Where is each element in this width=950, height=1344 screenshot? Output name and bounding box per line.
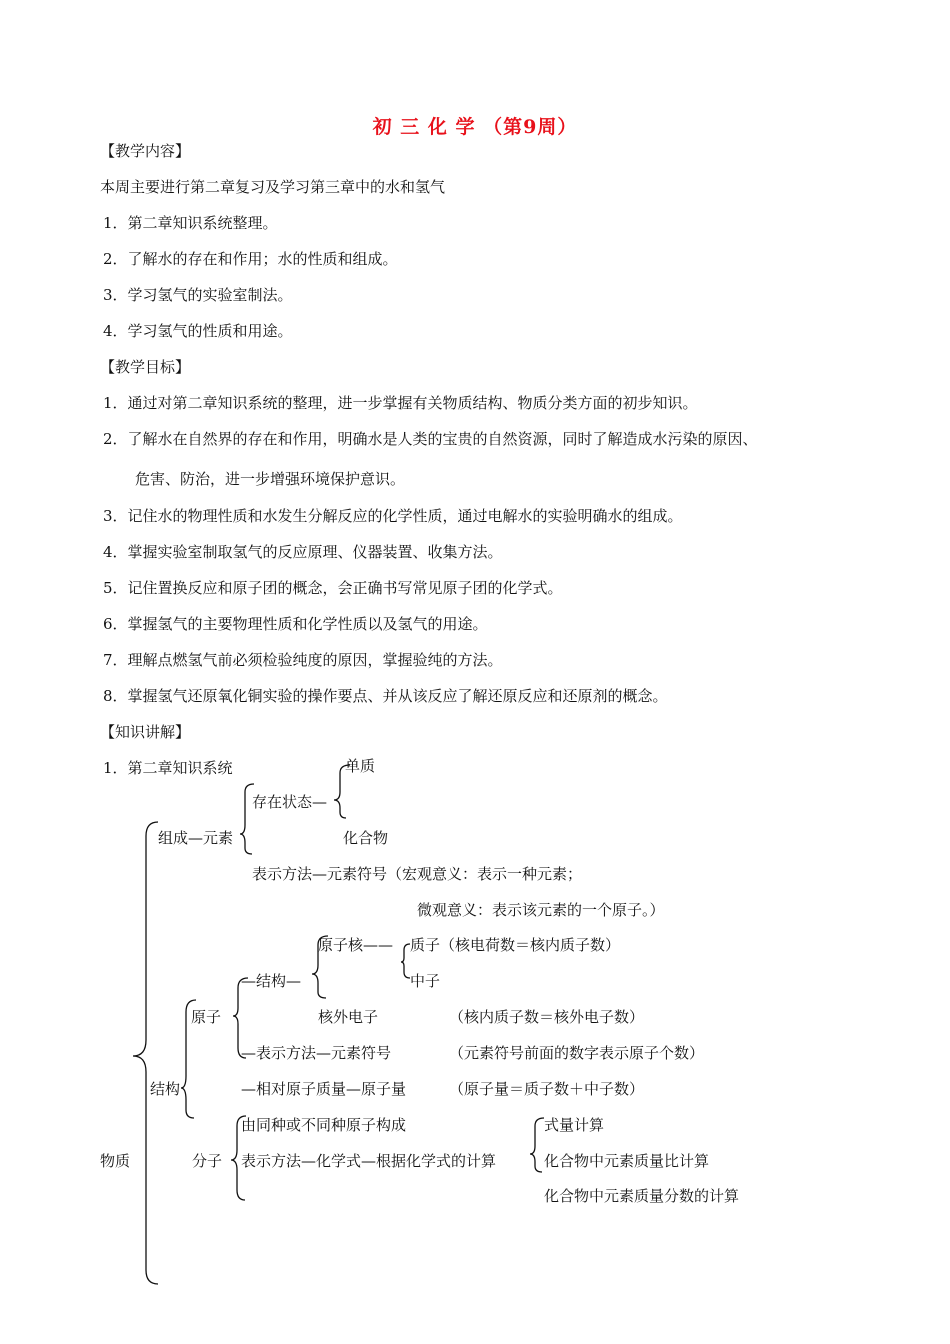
node-biaoshi-yuanzi: —表示方法—元素符号 [241, 1044, 392, 1062]
brace-wuzhi [133, 822, 158, 1284]
node-xiangdui-note: （原子量＝质子数＋中子数） [449, 1080, 645, 1098]
goal-item: 3．记住水的物理性质和水发生分解反应的化学性质，通过电解水的实验明确水的组成。 [103, 507, 683, 525]
goal-item-continuation: 危害、防治，进一步增强环境保护意识。 [135, 470, 406, 488]
goal-item: 7．理解点燃氢气前必须检验纯度的原因，掌握验纯的方法。 [103, 651, 503, 669]
content-item: 4．学习氢气的性质和用途。 [103, 322, 293, 340]
node-biaoshi-yuansu: 表示方法—元素符号（宏观意义：表示一种元素； [252, 865, 583, 883]
brace-zhizi [401, 944, 410, 978]
content-item: 1．第二章知识系统整理。 [103, 214, 278, 232]
node-weiguan: 微观意义：表示该元素的一个原子。） [417, 901, 665, 919]
goal-item: 5．记住置换反应和原子团的概念，会正确书写常见原子团的化学式。 [103, 579, 563, 597]
node-zhongzi: 中子 [410, 972, 441, 990]
node-zhiliangbi: 化合物中元素质量比计算 [544, 1152, 710, 1170]
node-yuanzihe: 原子核—— [318, 936, 394, 954]
node-yuanzi: 原子 [191, 1008, 222, 1026]
node-xiangdui: —相对原子质量—原子量 [241, 1080, 407, 1098]
goal-item: 8．掌握氢气还原氧化铜实验的操作要点、并从该反应了解还原反应和还原剂的概念。 [103, 687, 668, 705]
section-header-goals: 【教学目标】 [100, 358, 191, 376]
content-intro: 本周主要进行第二章复习及学习第三章中的水和氢气 [100, 178, 446, 196]
node-hewai: 核外电子 [318, 1008, 379, 1026]
node-youtong: 由同种或不同种原子构成 [241, 1116, 407, 1134]
node-huahewu: 化合物 [343, 829, 389, 847]
node-zhiliangfenshu: 化合物中元素质量分数的计算 [544, 1187, 740, 1205]
node-zhizi: 质子（核电荷数＝核内质子数） [410, 936, 621, 954]
node-jiegou: —结构— [241, 972, 302, 990]
node-jiegou-main: 结构 [150, 1080, 181, 1098]
node-biaoshi-yuanzi-note: （元素符号前面的数字表示原子个数） [449, 1044, 705, 1062]
node-zucheng: 组成—元素 [158, 829, 234, 847]
node-wuzhi: 物质 [100, 1152, 131, 1170]
node-cunzai: 存在状态— [252, 793, 328, 811]
goal-item: 1．通过对第二章知识系统的整理，进一步掌握有关物质结构、物质分类方面的初步知识。 [103, 394, 698, 412]
content-item: 3．学习氢气的实验室制法。 [103, 286, 293, 304]
content-item: 2．了解水的存在和作用；水的性质和组成。 [103, 250, 398, 268]
node-fenzi: 分子 [192, 1152, 223, 1170]
brace-jisuan [530, 1118, 544, 1172]
goal-item: 6．掌握氢气的主要物理性质和化学性质以及氢气的用途。 [103, 615, 488, 633]
goal-item: 4．掌握实验室制取氢气的反应原理、仪器装置、收集方法。 [103, 543, 503, 561]
node-shiliang: 式量计算 [544, 1116, 605, 1134]
node-biaoshi-fenzi: 表示方法—化学式—根据化学式的计算 [241, 1152, 497, 1170]
page-title: 初 三 化 学 （第9周） [372, 116, 578, 138]
section-header-knowledge: 【知识讲解】 [100, 723, 191, 741]
node-hewai-note: （核内质子数＝核外电子数） [449, 1008, 645, 1026]
knowledge-item: 1．第二章知识系统 [103, 759, 233, 777]
goal-item: 2．了解水在自然界的存在和作用，明确水是人类的宝贵的自然资源，同时了解造成水污染的原因、 [103, 430, 758, 448]
section-header-content: 【教学内容】 [100, 142, 191, 160]
node-danzhi: 单质 [345, 757, 376, 775]
